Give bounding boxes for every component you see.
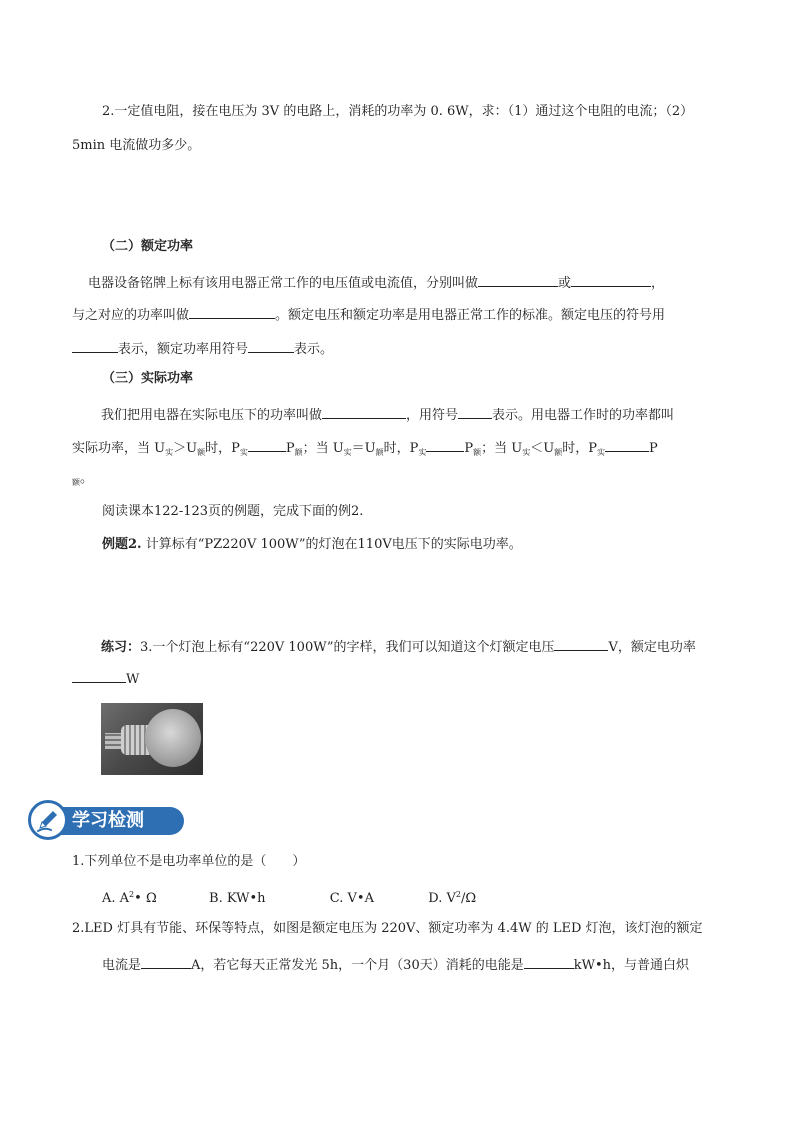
answer-blank[interactable] <box>571 272 651 287</box>
answer-blank[interactable] <box>458 404 492 419</box>
answer-blank[interactable] <box>248 338 294 353</box>
test-question-2-line1: 2.LED 灯具有节能、环保等特点，如图是额定电压为 220V、额定功率为 4.4W 的 LED 灯泡，该灯泡的额定 <box>72 921 703 936</box>
rated-power-line2: 与之对应的功率叫做 。额定电压和额定功率是用电器正常工作的标准。额定电压的符号用 <box>72 304 665 325</box>
example-2: 例题2. 计算标有“PZ220V 100W”的灯泡在110V电压下的实际电功率。 <box>102 537 522 552</box>
practice-line1: 练习：3.一个灯泡上标有“220V 100W”的字样，我们可以知道这个灯额定电压 V，额定电功率 <box>101 636 696 657</box>
answer-blank[interactable] <box>141 954 191 969</box>
question-2-line2: 5min 电流做功多少。 <box>72 138 201 153</box>
option-a[interactable]: A. $A^2•$ Ω <box>102 890 157 906</box>
rated-power-heading: （二）额定功率 <box>102 239 194 254</box>
answer-blank[interactable] <box>248 437 286 452</box>
bulb-globe <box>145 709 201 767</box>
practice-line2: W <box>72 668 139 689</box>
answer-blank[interactable] <box>322 404 406 419</box>
answer-blank[interactable] <box>426 437 464 452</box>
answer-blank[interactable] <box>524 954 574 969</box>
option-c[interactable]: C. V•A <box>329 891 374 906</box>
rated-power-line1: 电器设备铭牌上标有该用电器正常工作的电压值或电流值，分别叫做 或 ， <box>88 272 664 293</box>
answer-blank[interactable] <box>605 437 649 452</box>
option-b[interactable]: B. KW•h <box>209 891 266 906</box>
answer-blank[interactable] <box>72 668 126 683</box>
pencil-icon <box>28 800 68 840</box>
rated-power-line3: 表示，额定功率用符号 表示。 <box>72 338 333 359</box>
banner-title: 学习检测 <box>72 810 144 831</box>
answer-blank[interactable] <box>189 304 275 319</box>
test-question-2-line2: 电流是 A，若它每天正常发光 5h，一个月（30天）消耗的电能是 kW•h，与普通白炽 <box>102 954 689 975</box>
option-d[interactable]: D. $V^2/\Omega$ <box>428 890 477 906</box>
answer-blank[interactable] <box>478 272 558 287</box>
actual-power-line3: $_额$。 <box>72 471 94 487</box>
reading-instruction: 阅读课本122-123页的例题，完成下面的例2. <box>102 504 364 519</box>
section-banner-study-test <box>28 800 184 840</box>
test-question-1-options <box>102 886 476 908</box>
actual-power-heading: （三）实际功率 <box>102 371 194 386</box>
actual-power-line2: 实际功率，当 $U_实>U_额$时，$P_实$ $P_额$；当 $U_实=U_额$时，$P_实$ $P_额$；当 $U_实<U_额$时，$P_实$ P <box>72 437 658 462</box>
test-question-1: 1.下列单位不是电功率单位的是（ ） <box>72 854 306 869</box>
answer-blank[interactable] <box>72 338 118 353</box>
led-bulb-photo <box>101 703 203 775</box>
actual-power-line1: 我们把用电器在实际电压下的功率叫做 ，用符号 表示。用电器工作时的功率都叫 <box>101 404 674 425</box>
question-2-line1: 2.一定值电阻，接在电压为 3V 的电路上，消耗的功率为 0. 6W，求：（1）通过这个电阻的电流；（2） <box>102 104 694 119</box>
answer-blank[interactable] <box>554 636 608 651</box>
